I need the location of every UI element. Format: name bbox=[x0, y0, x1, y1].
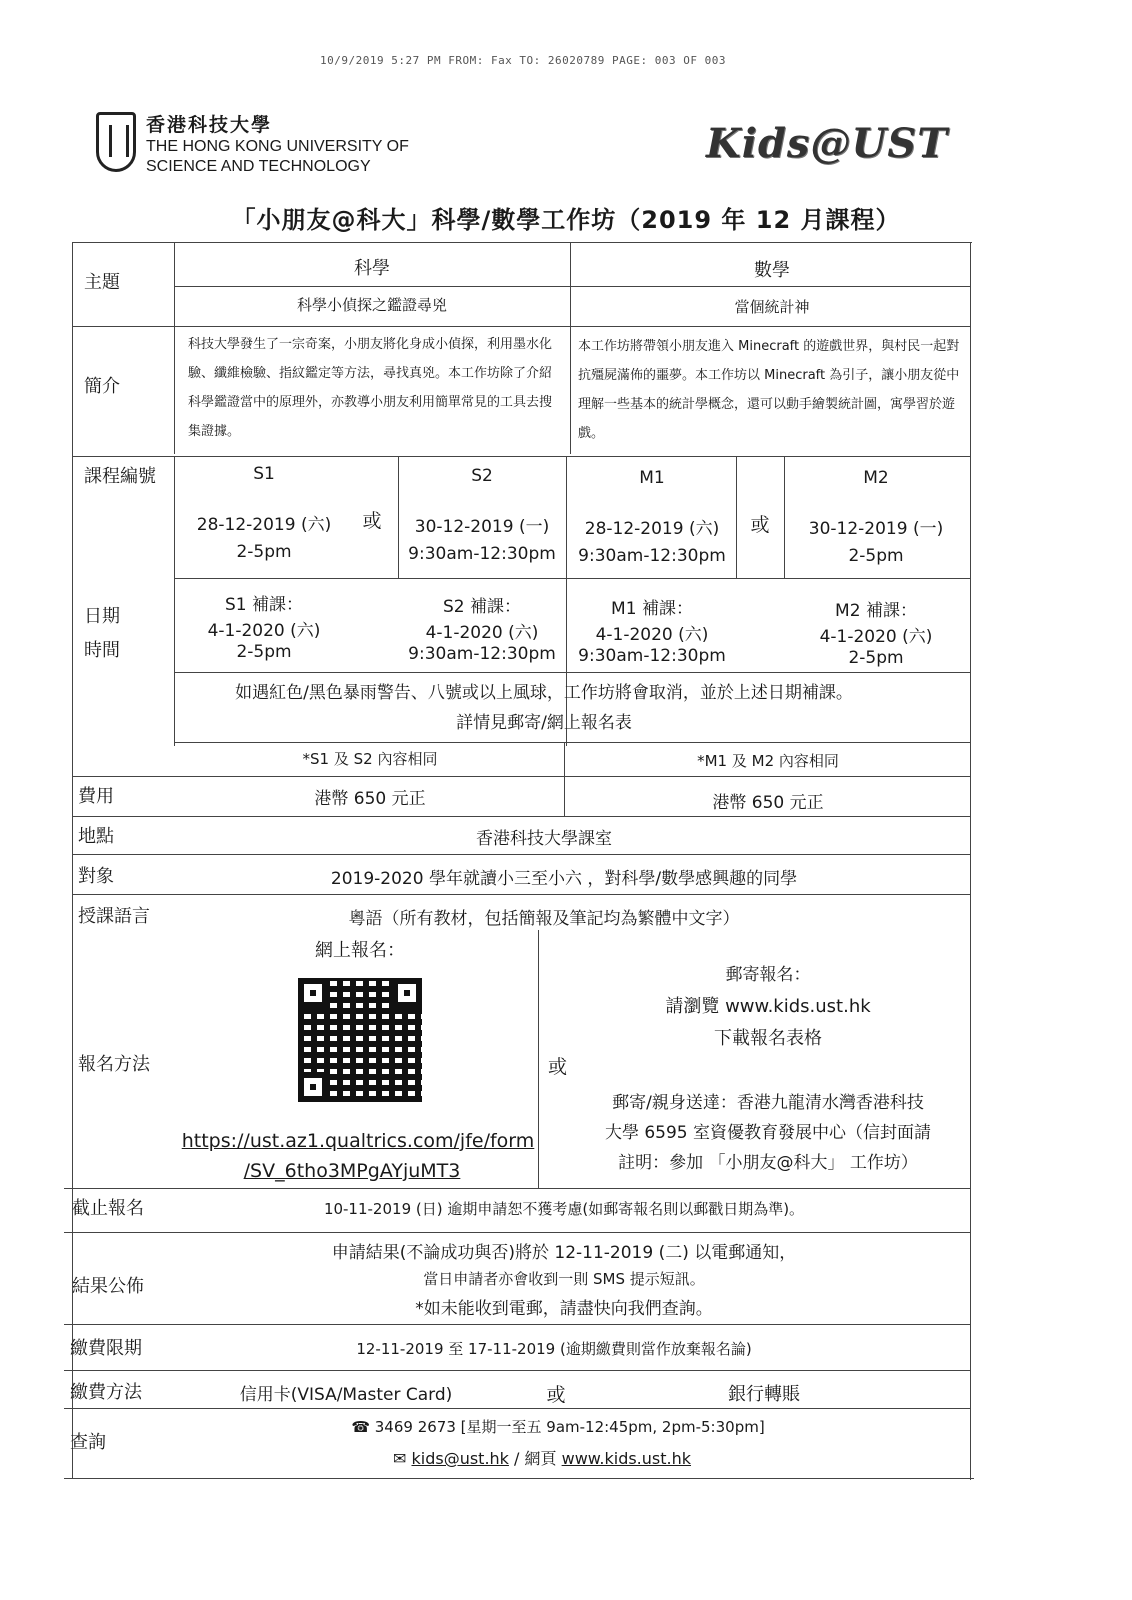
s2-code: S2 bbox=[471, 466, 493, 486]
math-topic: 當個統計神 bbox=[734, 298, 810, 316]
s1-code: S1 bbox=[253, 464, 275, 484]
s2-date: 30-12-2019 (一) bbox=[414, 517, 550, 537]
m2-makeup-date: 4-1-2020 (六) bbox=[819, 627, 933, 647]
mail-label: 郵寄報名： bbox=[725, 965, 811, 985]
label-results: 結果公佈 bbox=[72, 1276, 144, 1297]
enquiry-email[interactable]: kids@ust.hk bbox=[411, 1449, 509, 1468]
hkust-crest-icon bbox=[96, 112, 136, 172]
science-subject: 科學 bbox=[354, 258, 390, 279]
mail-browse[interactable]: 請瀏覽 www.kids.ust.hk bbox=[665, 996, 871, 1017]
m2-date: 30-12-2019 (一) bbox=[808, 519, 944, 539]
results-line2: 當日申請者亦會收到一則 SMS 提示短訊。 bbox=[423, 1270, 705, 1288]
s2-time: 9:30am-12:30pm bbox=[408, 544, 556, 564]
science-fee: 港幣 650 元正 bbox=[314, 789, 426, 809]
fax-header: 10/9/2019 5:27 PM FROM: Fax TO: 26020789 PAGE: 003 OF 003 bbox=[320, 54, 726, 67]
s1-date: 28-12-2019 (六) bbox=[196, 515, 332, 535]
deadline: 10-11-2019 (日) 逾期申請恕不獲考慮(如郵寄報名則以郵戳日期為準)。 bbox=[323, 1200, 805, 1218]
qr-code-icon[interactable] bbox=[298, 978, 422, 1102]
or-payment: 或 bbox=[546, 1384, 566, 1406]
s1-makeup-date: 4-1-2020 (六) bbox=[207, 621, 321, 641]
m1-code: M1 bbox=[639, 468, 665, 488]
label-deadline: 截止報名 bbox=[72, 1198, 144, 1219]
payment-period: 12-11-2019 至 17-11-2019 (逾期繳費則當作放棄報名論) bbox=[356, 1340, 752, 1358]
details-note: 詳情見郵寄/網上報名表 bbox=[456, 713, 632, 733]
mail-download: 下載報名表格 bbox=[714, 1028, 822, 1049]
m1-makeup-label: M1 補課： bbox=[611, 599, 693, 619]
or-science: 或 bbox=[362, 510, 382, 532]
math-subject: 數學 bbox=[754, 260, 790, 281]
math-intro: 本工作坊將帶領小朋友進入 Minecraft 的遊戲世界，與村民一起對抗殭屍滿佈的噩夢。本工作坊以 Minecraft 為引子，讓小朋友從中理解一些基本的統計學概念，還可以動手繪製統計圖，寓學習於遊戲。 bbox=[578, 339, 960, 441]
email-icon: ✉ bbox=[392, 1449, 407, 1468]
enquiry-contact bbox=[393, 1446, 691, 1469]
label-fee: 費用 bbox=[78, 786, 114, 807]
math-fee: 港幣 650 元正 bbox=[712, 793, 824, 813]
label-course-code: 課程編號 bbox=[84, 466, 156, 487]
s2-makeup-label: S2 補課： bbox=[442, 597, 522, 617]
online-label: 網上報名： bbox=[315, 940, 405, 961]
label-registration: 報名方法 bbox=[78, 1054, 150, 1075]
results-line1: 申請結果(不論成功與否)將於 12-11-2019 (二) 以電郵通知， bbox=[331, 1243, 797, 1263]
mail-address-line1: 郵寄/親身送達：香港九龍清水灣香港科技 bbox=[612, 1093, 924, 1113]
m1-date: 28-12-2019 (六) bbox=[584, 519, 720, 539]
kids-ust-logo: Kids@UST bbox=[706, 120, 948, 167]
science-intro: 科技大學發生了一宗奇案，小朋友將化身成小偵探，利用墨水化驗、纖維檢驗、指紋鑑定等方法，尋找真兇。本工作坊除了介紹科學鑑證當中的原理外，亦教導小朋友利用簡單常見的工具去搜集證據。 bbox=[188, 337, 553, 439]
logo-english-line2: SCIENCE AND TECHNOLOGY bbox=[146, 158, 371, 175]
page-title: 「小朋友@科大」科學/數學工作坊（2019 年 12 月課程） bbox=[231, 206, 901, 234]
label-target: 對象 bbox=[78, 866, 114, 887]
weather-note: 如遇紅色/黑色暴雨警告、八號或以上風球，工作坊將會取消，並於上述日期補課。 bbox=[235, 683, 853, 703]
enquiry-web-sep: / 網頁 bbox=[508, 1449, 562, 1468]
s2-makeup-date: 4-1-2020 (六) bbox=[425, 623, 539, 643]
s1-makeup-label: S1 補課： bbox=[224, 595, 304, 615]
m2-time: 2-5pm bbox=[848, 546, 904, 566]
enquiry-phone: ☎ 3469 2673 [星期一至五 9am-12:45pm, 2pm-5:30pm] bbox=[351, 1418, 765, 1436]
math-same-note: *M1 及 M2 內容相同 bbox=[697, 752, 839, 770]
science-topic: 科學小偵探之鑑證尋兇 bbox=[296, 296, 448, 314]
online-url-line2[interactable]: /SV_6tho3MPgAYjuMT3 bbox=[243, 1160, 461, 1182]
target: 2019-2020 學年就讀小三至小六 ，對科學/數學感興趣的同學 bbox=[330, 869, 798, 889]
info-table bbox=[64, 242, 972, 1506]
m1-makeup-date: 4-1-2020 (六) bbox=[595, 625, 709, 645]
language: 粵語（所有教材，包括簡報及筆記均為繁體中文字） bbox=[348, 909, 740, 929]
label-payment-period: 繳費限期 bbox=[70, 1338, 142, 1359]
s1-makeup-time: 2-5pm bbox=[236, 642, 292, 662]
results-line3: *如未能收到電郵，請盡快向我們查詢。 bbox=[415, 1299, 713, 1319]
or-registration: 或 bbox=[548, 1056, 568, 1078]
enquiry-web[interactable]: www.kids.ust.hk bbox=[561, 1449, 692, 1468]
mail-address-line2: 大學 6595 室資優教育發展中心（信封面請 bbox=[604, 1123, 932, 1143]
science-same-note: *S1 及 S2 內容相同 bbox=[302, 750, 438, 768]
hkust-logo bbox=[96, 108, 436, 180]
label-payment-method: 繳費方法 bbox=[70, 1382, 142, 1403]
venue: 香港科技大學課室 bbox=[476, 829, 612, 849]
or-math: 或 bbox=[750, 514, 770, 536]
label-time: 時間 bbox=[84, 640, 120, 661]
online-url-line1[interactable]: https://ust.az1.qualtrics.com/jfe/form bbox=[181, 1130, 535, 1152]
label-topic: 主題 bbox=[84, 272, 120, 293]
label-language: 授課語言 bbox=[78, 906, 150, 927]
m1-makeup-time: 9:30am-12:30pm bbox=[578, 646, 726, 666]
label-venue: 地點 bbox=[78, 826, 114, 847]
logo-english-line1: THE HONG KONG UNIVERSITY OF bbox=[146, 138, 409, 155]
label-intro: 簡介 bbox=[84, 376, 120, 397]
label-enquiry: 查詢 bbox=[70, 1432, 106, 1453]
label-date: 日期 bbox=[84, 606, 120, 627]
payment-credit: 信用卡(VISA/Master Card) bbox=[239, 1385, 453, 1405]
s1-time: 2-5pm bbox=[236, 542, 292, 562]
s2-makeup-time: 9:30am-12:30pm bbox=[408, 644, 556, 664]
mail-address-line3: 註明：參加 「小朋友@科大」 工作坊） bbox=[618, 1153, 918, 1173]
payment-bank: 銀行轉賬 bbox=[728, 1384, 800, 1405]
m2-makeup-time: 2-5pm bbox=[848, 648, 904, 668]
logo-chinese: 香港科技大學 bbox=[146, 114, 273, 136]
m1-time: 9:30am-12:30pm bbox=[578, 546, 726, 566]
m2-code: M2 bbox=[863, 468, 889, 488]
m2-makeup-label: M2 補課： bbox=[835, 601, 917, 621]
